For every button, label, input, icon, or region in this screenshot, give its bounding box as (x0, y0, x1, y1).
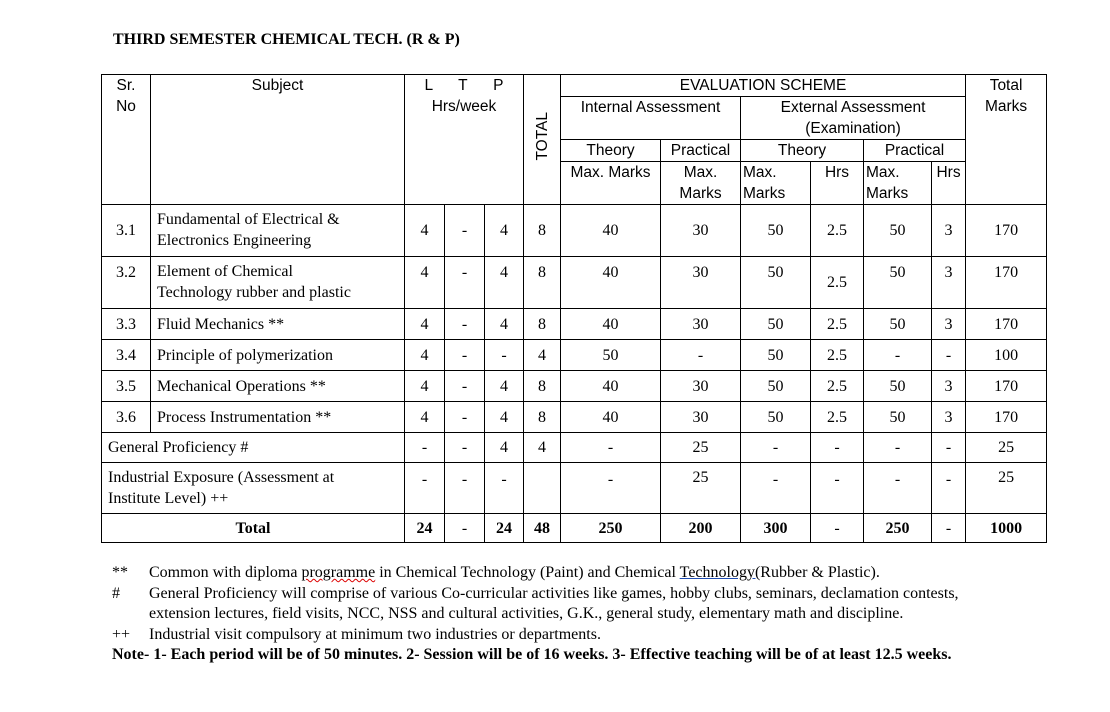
total-hours-cell: 8 (524, 309, 561, 340)
t-cell: - (445, 309, 485, 340)
l-cell: 4 (405, 340, 445, 371)
total-hours-header (524, 75, 561, 205)
ea-practical-max-header: Max. Marks (864, 162, 932, 205)
ea-practical-hrs-cell: - (932, 514, 966, 543)
table-row (102, 340, 1047, 371)
ia-theory-cell: 40 (561, 371, 661, 402)
total-hours-cell: 4 (524, 340, 561, 371)
ea-theory-hrs-cell: - (811, 433, 864, 463)
total-marks-cell: 25 (966, 433, 1047, 463)
l-cell: - (405, 463, 445, 514)
l-cell: 24 (405, 514, 445, 543)
t-cell: - (445, 463, 485, 514)
footnote-text: Industrial visit compulsory at minimum two industries or departments. (149, 625, 601, 643)
t-cell: - (445, 371, 485, 402)
t-cell: - (445, 514, 485, 543)
ea-practical-hrs-header: Hrs (932, 162, 966, 205)
ia-theory-cell: 40 (561, 309, 661, 340)
total-marks-cell: 1000 (966, 514, 1047, 543)
ea-practical-cell: - (864, 463, 932, 514)
p-cell: 4 (485, 257, 524, 309)
ia-practical-cell: 30 (661, 257, 741, 309)
table-row (102, 371, 1047, 402)
ia-theory-cell: 40 (561, 257, 661, 309)
ea-practical-cell: - (864, 340, 932, 371)
ia-practical-cell: 200 (661, 514, 741, 543)
p-cell: 4 (485, 371, 524, 402)
ea-theory-cell: 50 (741, 309, 811, 340)
t-cell: - (445, 257, 485, 309)
footnote-symbol: ** (112, 564, 128, 581)
industrial-exposure-label: Industrial Exposure (Assessment at Institute Level) ++ (102, 463, 405, 514)
footnote-symbol: ++ (112, 625, 131, 643)
footnote-common (112, 563, 1072, 584)
ia-practical-cell: 30 (661, 205, 741, 257)
header-row-1 (102, 75, 1047, 97)
page-title: THIRD SEMESTER CHEMICAL TECH. (R & P) (113, 31, 460, 48)
total-hours-cell: 8 (524, 205, 561, 257)
grammar-flagged-word: Technology( (679, 564, 761, 581)
ia-practical-cell: 25 (661, 463, 741, 514)
total-hours-cell: 48 (524, 514, 561, 543)
footnotes (112, 563, 1072, 666)
ia-practical-cell: - (661, 340, 741, 371)
footnote-general-proficiency (112, 584, 1072, 625)
total-hours-cell (524, 463, 561, 514)
p-cell: - (485, 340, 524, 371)
t-cell: - (445, 402, 485, 433)
ea-theory-hrs-cell: - (811, 463, 864, 514)
sr-cell: 3.5 (102, 371, 151, 402)
ia-practical-cell: 30 (661, 402, 741, 433)
ltp-header (405, 75, 524, 205)
ea-practical-cell: 50 (864, 402, 932, 433)
p-cell: 4 (485, 433, 524, 463)
footnote-text (149, 563, 880, 584)
ea-practical-cell: 50 (864, 205, 932, 257)
spellcheck-word: programme (301, 564, 376, 581)
industrial-exposure-row (102, 463, 1047, 514)
sr-cell: 3.4 (102, 340, 151, 371)
ea-theory-cell: 50 (741, 340, 811, 371)
table-row (102, 205, 1047, 257)
bold-note: Note- 1- Each period will be of 50 minutes. 2- Session will be of 16 weeks. 3- Effective teaching will be of at least 12.5 weeks. (112, 646, 952, 663)
ia-theory-cell: - (561, 463, 661, 514)
sr-cell: 3.3 (102, 309, 151, 340)
subject-header: Subject (151, 75, 405, 205)
l-cell: 4 (405, 371, 445, 402)
ea-practical-hrs-cell: 3 (932, 205, 966, 257)
ia-theory-cell: 250 (561, 514, 661, 543)
ea-practical-header: Practical (864, 140, 966, 162)
footnote-text-part: Common with diploma (149, 564, 302, 581)
subject-cell: Process Instrumentation ** (151, 402, 405, 433)
internal-assessment-header: Internal Assessment (561, 97, 741, 140)
hrs-week-label: Hrs/week (431, 98, 497, 115)
total-marks-cell: 100 (966, 340, 1047, 371)
ea-theory-max-header: Max. Marks (741, 162, 811, 205)
ea-practical-cell: 50 (864, 257, 932, 309)
ea-practical-hrs-cell: 3 (932, 371, 966, 402)
ia-theory-cell: 50 (561, 340, 661, 371)
ia-theory-cell: 40 (561, 402, 661, 433)
ea-theory-cell: - (741, 463, 811, 514)
ia-theory-header: Theory (561, 140, 661, 162)
ea-practical-hrs-cell: 3 (932, 402, 966, 433)
l-cell: 4 (405, 402, 445, 433)
total-marks-cell: 170 (966, 205, 1047, 257)
ea-practical-hrs-cell: - (932, 433, 966, 463)
ea-theory-hrs-cell: 2.5 (811, 371, 864, 402)
footnote-text-part: in Chemical Technology (Paint) and Chemical (375, 564, 680, 581)
evaluation-scheme-header: EVALUATION SCHEME (561, 75, 966, 97)
l-cell: 4 (405, 309, 445, 340)
total-marks-cell: 170 (966, 371, 1047, 402)
subject-cell: Mechanical Operations ** (151, 371, 405, 402)
p-cell: 4 (485, 402, 524, 433)
p-cell: - (485, 463, 524, 514)
ea-theory-cell: 50 (741, 205, 811, 257)
l-cell: - (405, 433, 445, 463)
table-row (102, 257, 1047, 309)
total-marks-cell: 25 (966, 463, 1047, 514)
t-cell: - (445, 340, 485, 371)
l-cell: 4 (405, 257, 445, 309)
p-cell: 4 (485, 309, 524, 340)
ia-practical-cell: 30 (661, 371, 741, 402)
ia-theory-cell: - (561, 433, 661, 463)
ea-practical-cell: 50 (864, 309, 932, 340)
subject-cell: Fluid Mechanics ** (151, 309, 405, 340)
sr-cell: 3.1 (102, 205, 151, 257)
footnote-text-part: Rubber & Plastic). (760, 564, 880, 581)
p-cell: 4 (485, 205, 524, 257)
total-hours-cell: 8 (524, 257, 561, 309)
ea-theory-hrs-cell: 2.5 (811, 340, 864, 371)
ea-theory-cell: 50 (741, 402, 811, 433)
total-row (102, 514, 1047, 543)
total-hours-cell: 8 (524, 371, 561, 402)
subject-cell: Element of Chemical Technology rubber and plastic (151, 257, 405, 309)
total-marks-cell: 170 (966, 257, 1047, 309)
total-vertical-label: TOTAL (533, 112, 551, 161)
ea-theory-cell: - (741, 433, 811, 463)
table-row (102, 309, 1047, 340)
total-marks-header: Total Marks (966, 75, 1047, 205)
ea-theory-hrs-cell: 2.5 (811, 309, 864, 340)
footnote-symbol: # (112, 584, 120, 602)
ea-theory-cell: 50 (741, 257, 811, 309)
evaluation-scheme-table (101, 74, 1047, 543)
footnote-industrial-visit (112, 625, 1072, 646)
ea-theory-cell: 50 (741, 371, 811, 402)
ia-practical-cell: 30 (661, 309, 741, 340)
ea-theory-header: Theory (741, 140, 864, 162)
sr-cell: 3.6 (102, 402, 151, 433)
table-row (102, 402, 1047, 433)
ia-practical-max-header: Max. Marks (661, 162, 741, 205)
ea-practical-hrs-cell: 3 (932, 257, 966, 309)
subject-cell: Principle of polymerization (151, 340, 405, 371)
ia-theory-cell: 40 (561, 205, 661, 257)
ia-theory-max-header: Max. Marks (561, 162, 661, 205)
ea-theory-hrs-cell: 2.5 (811, 402, 864, 433)
total-label: Total (102, 514, 405, 543)
external-assessment-header: External Assessment (Examination) (741, 97, 966, 140)
total-marks-cell: 170 (966, 402, 1047, 433)
ia-practical-header: Practical (661, 140, 741, 162)
footnote-text: General Proficiency will comprise of various Co-curricular activities like games, hobby clubs, seminars, declamation contests, extension lectures, field visits, NCC, NSS and cultural activities, G.K., general study, elementary math and discipline. (149, 584, 959, 622)
total-hours-cell: 4 (524, 433, 561, 463)
general-proficiency-label: General Proficiency # (102, 433, 405, 463)
ea-theory-cell: 300 (741, 514, 811, 543)
sr-cell: 3.2 (102, 257, 151, 309)
p-cell: 24 (485, 514, 524, 543)
t-cell: - (445, 205, 485, 257)
general-proficiency-row (102, 433, 1047, 463)
sr-no-header: Sr. No (102, 75, 151, 205)
l-cell: 4 (405, 205, 445, 257)
total-hours-cell: 8 (524, 402, 561, 433)
ea-practical-cell: 250 (864, 514, 932, 543)
ea-practical-hrs-cell: 3 (932, 309, 966, 340)
total-marks-cell: 170 (966, 309, 1047, 340)
ea-theory-hrs-header: Hrs (811, 162, 864, 205)
ea-theory-hrs-cell: 2.5 (811, 257, 864, 309)
ea-practical-cell: 50 (864, 371, 932, 402)
subject-cell: Fundamental of Electrical & Electronics Engineering (151, 205, 405, 257)
ea-practical-hrs-cell: - (932, 340, 966, 371)
ea-practical-hrs-cell: - (932, 463, 966, 514)
ia-practical-cell: 25 (661, 433, 741, 463)
ea-theory-hrs-cell: 2.5 (811, 205, 864, 257)
ltp-label: L T P (424, 77, 504, 94)
ea-practical-cell: - (864, 433, 932, 463)
ea-theory-hrs-cell: - (811, 514, 864, 543)
t-cell: - (445, 433, 485, 463)
